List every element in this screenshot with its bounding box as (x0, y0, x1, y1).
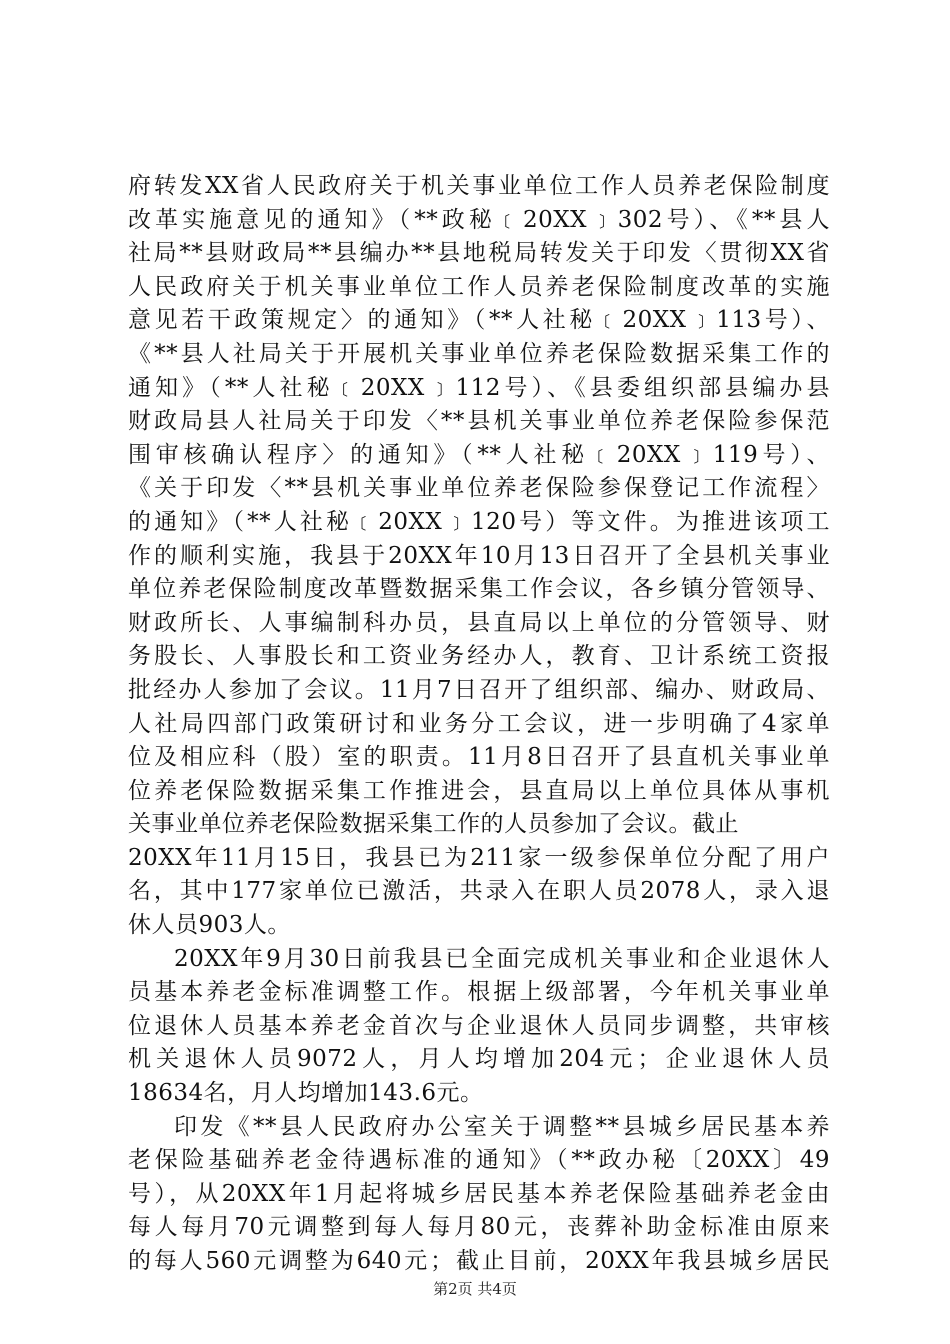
text-line: 位及相应科（股）室的职责。11月8日召开了县直机关事业单 (128, 744, 830, 771)
text-line: 位退休人员基本养老金首次与企业退休人员同步调整，共审核 (128, 1012, 830, 1039)
text-line: 意见若干政策规定〉的通知》（**人社秘﹝20XX﹞113号）、 (128, 307, 830, 334)
text-line: 关事业单位养老保险数据采集工作的人员参加了会议。截止 (128, 811, 739, 838)
paragraph-2 (128, 943, 830, 1111)
text-line: 作的顺利实施，我县于20XX年10月13日召开了全县机关事业 (128, 542, 830, 569)
text-line: 老保险基础养老金待遇标准的通知》（**政办秘〔20XX〕49 (128, 1147, 830, 1174)
text-line: 《**县人社局关于开展机关事业单位养老保险数据采集工作的 (128, 340, 830, 367)
text-line: 财政所长、人事编制科办员，县直局以上单位的分管领导、财 (128, 609, 830, 636)
text-line: 号），从20XX年1月起将城乡居民基本养老保险基础养老金由 (128, 1180, 830, 1207)
text-line: 《关于印发〈**县机关事业单位养老保险参保登记工作流程〉 (128, 475, 830, 502)
text-line: 休人员903人。 (128, 912, 291, 939)
text-line: 位养老保险数据采集工作推进会，县直局以上单位具体从事机 (128, 777, 830, 804)
text-line: 府转发XX省人民政府关于机关事业单位工作人员养老保险制度 (128, 173, 830, 199)
text-line: 每人每月70元调整到每人每月80元，丧葬补助金标准由原来 (128, 1214, 830, 1241)
text-line: 人民政府关于机关事业单位工作人员养老保险制度改革的实施 (128, 273, 830, 300)
page-number: 第2页 共4页 (433, 1280, 517, 1298)
text-line: 机关退休人员9072人，月人均增加204元；企业退休人员 (128, 1046, 830, 1073)
page-footer (0, 1279, 950, 1299)
text-line: 务股长、人事股长和工资业务经办人，教育、卫计系统工资报 (128, 643, 830, 670)
document-body (128, 170, 830, 1279)
text-line: 财政局县人社局关于印发〈**县机关事业单位养老保险参保范 (128, 408, 830, 435)
text-line: 20XX年9月30日前我县已全面完成机关事业和企业退休人 (174, 945, 830, 972)
text-line: 的通知》（**人社秘﹝20XX﹞120号）等文件。为推进该项工 (128, 508, 830, 535)
paragraph-1 (128, 170, 830, 943)
text-line: 通知》（**人社秘﹝20XX﹞112号）、《县委组织部县编办县 (128, 374, 830, 401)
text-line: 印发《**县人民政府办公室关于调整**县城乡居民基本养 (174, 1113, 830, 1140)
text-line: 单位养老保险制度改革暨数据采集工作会议，各乡镇分管领导、 (128, 576, 830, 603)
text-line: 批经办人参加了会议。11月7日召开了组织部、编办、财政局、 (128, 676, 830, 703)
text-line: 的每人560元调整为640元；截止目前，20XX年我县城乡居民 (128, 1248, 830, 1274)
text-line: 人社局四部门政策研讨和业务分工会议，进一步明确了4家单 (128, 710, 830, 737)
text-line: 名，其中177家单位已激活，共录入在职人员2078人，录入退 (128, 878, 830, 905)
text-line: 改革实施意见的通知》（**政秘﹝20XX﹞302号）、《**县人 (128, 206, 830, 233)
paragraph-3 (128, 1111, 830, 1279)
text-line: 社局**县财政局**县编办**县地税局转发关于印发〈贯彻XX省 (128, 240, 830, 267)
text-line: 围审核确认程序〉的通知》（**人社秘﹝20XX﹞119号）、 (128, 441, 830, 468)
text-line: 18634名，月人均增加143.6元。 (128, 1080, 484, 1107)
text-line: 20XX年11月15日，我县已为211家一级参保单位分配了用户 (128, 844, 830, 871)
text-line: 员基本养老金标准调整工作。根据上级部署，今年机关事业单 (128, 979, 830, 1006)
